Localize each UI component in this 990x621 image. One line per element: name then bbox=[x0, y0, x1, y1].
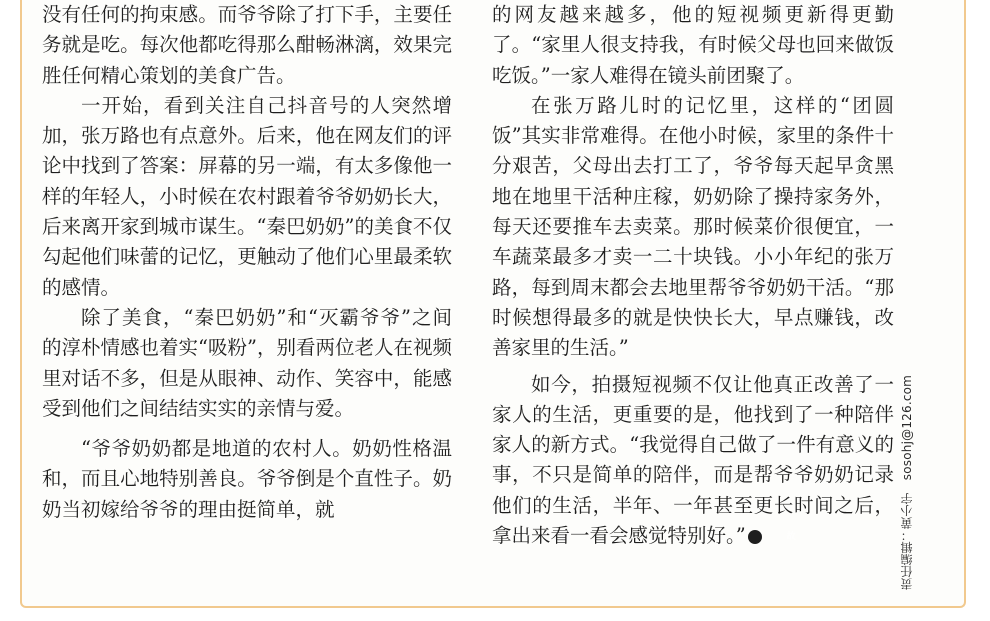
editor-credit: 责任编辑：黄小宇 sosohj@126.com bbox=[900, 374, 914, 590]
paragraph-left-1: 没有任何的拘束感。而爷爷除了打下手，主要任务就是吃。每次他都吃得那么酣畅淋漓，效果完胜任何精心策划的美食广告。 bbox=[42, 3, 452, 87]
right-column bbox=[492, 0, 894, 551]
paragraph-right-2: 在张万路儿时的记忆里，这样的“团圆饭”其实非常难得。在他小时候，家里的条件十分艰苦，父母出去打工了，爷爷每天起早贪黑地在地里干活种庄稼，奶奶除了操持家务外，每天还要推车去卖菜。那时候菜价很便宜，一车蔬菜最多才卖一二十块钱。小小年纪的张万路，每到周末都会去地里帮爷爷奶奶干活。“那时候想得最多的就是快快长大，早点赚钱，改善家里的生活。” bbox=[492, 93, 894, 360]
paragraph-left-3: 除了美食，“秦巴奶奶”和“灭霸爷爷”之间的淳朴情感也着实“吸粉”，别看两位老人在视频里对话不多，但是从眼神、动作、笑容中，能感受到他们之间结结实实的亲情与爱。 bbox=[42, 305, 452, 420]
paragraph-left-2: 一开始，看到关注自己抖音号的人突然增加，张万路也有点意外。后来，他在网友们的评论中找到了答案：屏幕的另一端，有太多像他一样的年轻人，小时候在农村跟着爷爷奶奶长大，后来离开家到城市谋生。“秦巴奶奶”的美食不仅勾起他们味蕾的记忆，更触动了他们心里最柔软的感情。 bbox=[42, 93, 452, 299]
paragraph-right-3-text: 如今，拍摄短视频不仅让他真正改善了一家人的生活，更重要的是，他找到了一种陪伴家人的新方式。“我觉得自己做了一件有意义的事，不只是简单的陪伴，而是帮爷爷奶奶记录他们的生活，半年、一年甚至更长时间之后，拿出来看一看会感觉特别好。” bbox=[492, 372, 894, 548]
paragraph-right-3 bbox=[492, 370, 894, 552]
end-mark-icon: 故 bbox=[748, 530, 762, 544]
paragraph-right-1: 的网友越来越多，他的短视频更新得更勤了。“家里人很支持我，有时候父母也回来做饭吃饭。”一家人难得在镜头前团聚了。 bbox=[492, 3, 894, 87]
left-column bbox=[42, 0, 452, 525]
paragraph-left-4: “爷爷奶奶都是地道的农村人。奶奶性格温和，而且心地特别善良。爷爷倒是个直性子。奶奶当初嫁给爷爷的理由挺简单，就 bbox=[42, 437, 452, 521]
